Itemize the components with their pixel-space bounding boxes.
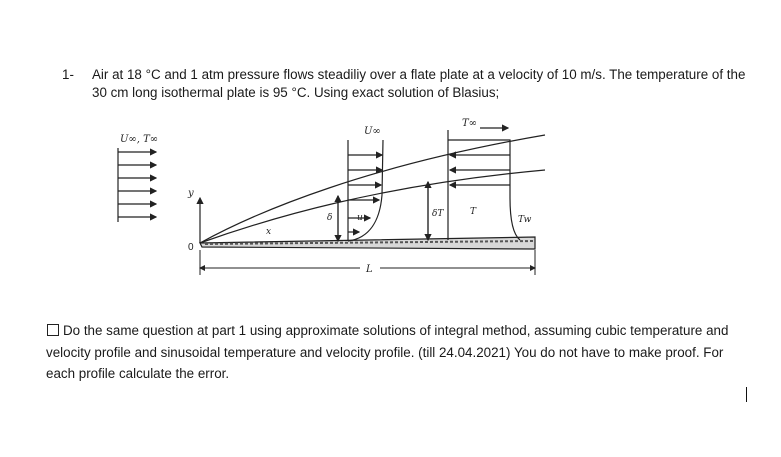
- boundary-layer-figure: [90, 110, 550, 300]
- question-1-number: 1-: [62, 67, 74, 82]
- origin-label: 0: [188, 242, 194, 253]
- question-2-text: Do the same question at part 1 using approximate solutions of integral method, assuming cubic temperature and velocity profile and sinusoidal temperature and velocity profile. (till 24.04.2021) You do not have to make proof. For each profile calculate the error.: [46, 323, 729, 381]
- t-label: T: [470, 207, 477, 217]
- delta-label: δ: [327, 213, 333, 223]
- x-axis-label: x: [266, 227, 272, 237]
- text-cursor: [746, 387, 747, 402]
- question-2: [46, 320, 746, 385]
- u-inf-label: U∞: [364, 126, 381, 137]
- t-inf-label: T∞: [462, 118, 477, 129]
- u-label: u: [357, 213, 363, 223]
- tw-label: Tw: [518, 215, 532, 225]
- temperature-profile: [448, 128, 520, 240]
- question-1-text: Air at 18 °C and 1 atm pressure flows steadiliy over a flate plate at a velocity of 10 m/s. The temperature of the 30 cm long isothermal plate is 95 °C. Using exact solution of Blasius;: [92, 67, 746, 100]
- checkbox-icon[interactable]: [47, 324, 59, 336]
- free-stream-arrows: [118, 148, 156, 222]
- free-stream-label: U∞, T∞: [120, 134, 159, 145]
- thermal-boundary-layer: [200, 170, 545, 243]
- length-label: L: [366, 264, 373, 275]
- delta-t-label: δT: [432, 209, 444, 219]
- velocity-profile: [338, 140, 383, 241]
- y-axis-label: y: [188, 188, 194, 199]
